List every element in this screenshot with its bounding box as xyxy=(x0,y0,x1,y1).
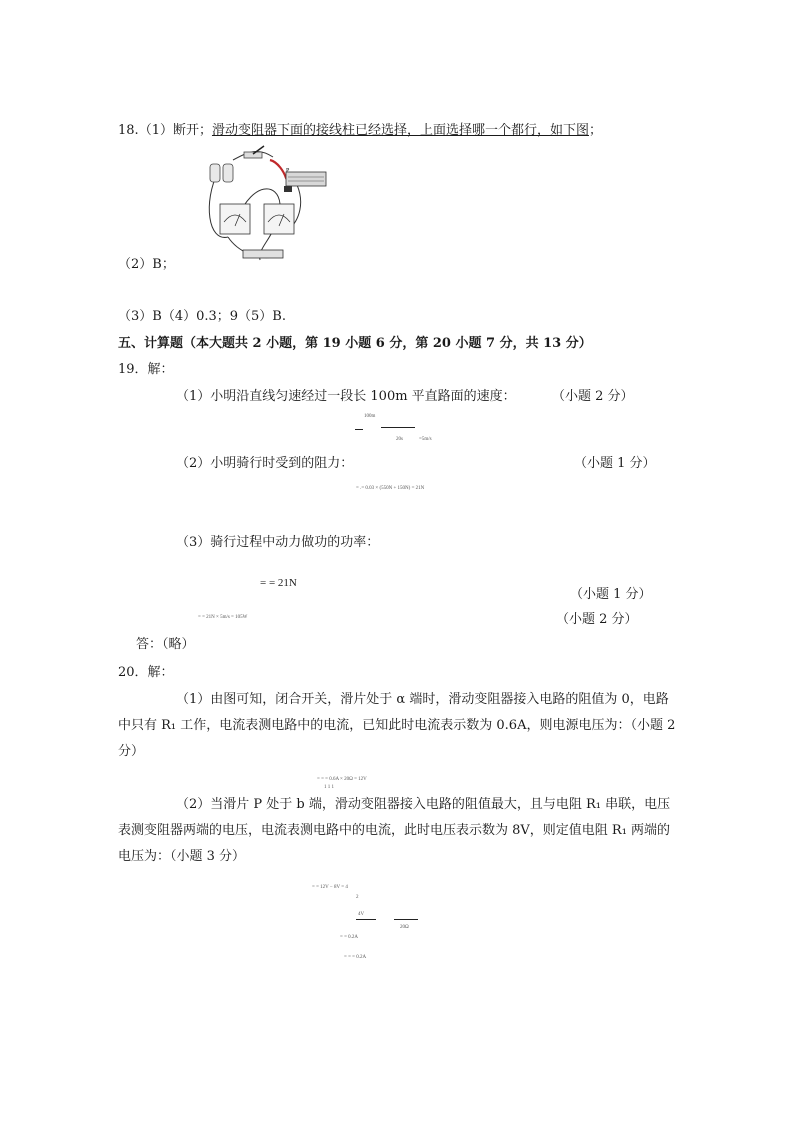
q19-step2-score: （小题 1 分） xyxy=(574,456,656,471)
q20-f3-bar2 xyxy=(394,919,418,920)
q18-part1: （1）断开； xyxy=(138,123,212,138)
q19-f1-numerator: 100m xyxy=(364,414,376,419)
q19-f4: = = 21N × 5m/s = 105W xyxy=(198,615,248,620)
q19-step1-score: （小题 2 分） xyxy=(552,389,634,404)
q19-step3: （3）骑行过程中动力做功的功率： xyxy=(176,535,380,550)
q19-f3: = = 21N xyxy=(260,577,297,589)
q19-step1: （1）小明沿直线匀速经过一段长 100m 平直路面的速度： xyxy=(176,389,516,404)
q19-head: 19．解： xyxy=(118,362,174,377)
section-heading: 五、计算题（本大题共 2 小题，第 19 小题 6 分，第 20 小题 7 分，共 13 分） xyxy=(118,336,592,351)
q20-f1-subscripts: 1 1 1 xyxy=(324,785,334,790)
q18-punct: ； xyxy=(588,123,602,138)
q18-part3: （3）B（4）0.3；9（5）B. xyxy=(118,309,286,324)
q18-part2: （2）B； xyxy=(118,257,175,272)
q18-explanation: 滑动变阻器下面的接线柱已经选择，上面选择哪一个都行，如下图 xyxy=(211,123,589,138)
q20-f1: = = = 0.6A × 20Ω = 12V xyxy=(317,777,367,782)
q19-f1-denominator: 20s xyxy=(396,437,403,442)
q20-f2-subscript: 2 xyxy=(356,895,359,900)
q20-part1: （1）由图可知，闭合开关，滑片处于 α 端时，滑动变阻器接入电路的阻值为 0，电路中只有 R₁ 工作，电流表测电路中的电流，已知此时电流表示数为 0.6A，则电源电压为：（小题 2 分） xyxy=(118,692,676,759)
q20-f3-denominator: 20Ω xyxy=(400,925,409,930)
slider-label-p: P xyxy=(286,168,290,174)
q20-f3-numerator: 4V xyxy=(358,912,365,917)
q18-line1 xyxy=(118,119,602,138)
q18-number: 18. xyxy=(118,123,139,138)
q19-step3-score1: （小题 1 分） xyxy=(570,587,652,602)
q19-f1-fraction-bar xyxy=(381,427,415,428)
q20-f2: = = 12V − 8V = 4 xyxy=(312,885,348,890)
q19-f1-equals xyxy=(355,429,363,430)
q19-f1-result: =5m/s xyxy=(419,437,432,442)
q20-part2: （2）当滑片 P 处于 b 端，滑动变阻器接入电路的阻值最大，且与电阻 R₁ 串联，电压表测变阻器两端的电压，电流表测电路中的电流，此时电压表示数为 8V，则定值电阻 R₁ 两端的电压为：（小题 3 分） xyxy=(118,797,671,864)
q20-f4: = = = 0.2A xyxy=(344,955,367,960)
q19-answer: 答：（略） xyxy=(136,637,195,652)
q19-step2: （2）小明骑行时受到的阻力： xyxy=(176,456,354,471)
q19-f2: = .= 0.03 × (550N + 150N) = 21N xyxy=(356,486,425,491)
q19-step3-score2: （小题 2 分） xyxy=(556,612,638,627)
q20-f3-result: = = 0.2A xyxy=(340,935,359,940)
q20-head: 20．解： xyxy=(118,665,174,680)
circuit-figure xyxy=(198,142,338,268)
q20-f3-bar1 xyxy=(356,919,376,920)
